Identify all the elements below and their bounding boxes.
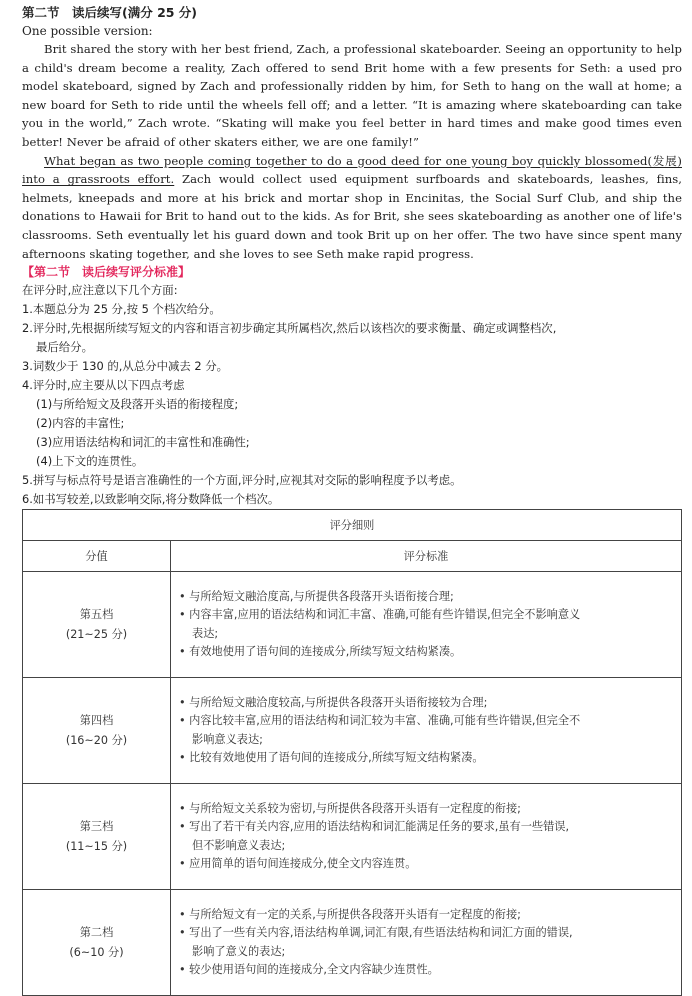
level-cell <box>23 572 171 678</box>
level-cell <box>23 678 171 784</box>
criteria-line: • 内容丰富,应用的语法结构和词汇丰富、准确,可能有些许错误,但完全不影响意义 <box>179 608 581 621</box>
criteria-cell <box>171 678 682 784</box>
criteria-intro: 在评分时,应注意以下几个方面: <box>22 283 178 298</box>
rule-3: 3.词数少于 130 的,从总分中减去 2 分。 <box>22 359 229 374</box>
level-name: 第三档 <box>79 819 114 833</box>
criteria-line: 但不影响意义表达; <box>192 838 286 852</box>
criteria-cell <box>171 572 682 678</box>
rule-4: 4.评分时,应主要从以下四点考虑 <box>22 378 185 393</box>
section-heading: 第二节 读后续写(满分 25 分) <box>22 5 198 20</box>
rule-2: 2.评分时,先根据所续写短文的内容和语言初步确定其所属档次,然后以该档次的要求衡量、确定或调整档次, <box>22 321 557 336</box>
criteria-line: • 与所给短文融洽度较高,与所提供各段落开头语衔接较为合理; <box>179 695 488 709</box>
criteria-header: 【第二节 读后续写评分标准】 <box>22 265 191 280</box>
table-row <box>23 890 682 996</box>
rule-1: 1.本题总分为 25 分,按 5 个档次给分。 <box>22 302 221 317</box>
level-name: 第五档 <box>79 607 114 621</box>
rule-6: 6.如书写较差,以致影响交际,将分数降低一个档次。 <box>22 492 280 507</box>
level-range: (6~10 分) <box>69 945 124 959</box>
table-title: 评分细则 <box>23 510 682 541</box>
table-row <box>23 678 682 784</box>
grading-table <box>22 509 682 996</box>
criteria-line: • 写出了一些有关内容,语法结构单调,词汇有限,有些语法结构和词汇方面的错误, <box>179 926 573 939</box>
level-range: (16~20 分) <box>65 733 128 747</box>
rule-4-sub-2: (2)内容的丰富性; <box>36 416 125 431</box>
level-name: 第四档 <box>79 713 114 727</box>
criteria-line: • 与所给短文融洽度高,与所提供各段落开头语衔接合理; <box>179 589 454 603</box>
column-header-criteria: 评分标准 <box>171 541 682 572</box>
criteria-line: 表达; <box>192 626 219 640</box>
criteria-line: • 应用简单的语句间连接成分,使全文内容连贯。 <box>179 857 417 870</box>
level-cell <box>23 784 171 890</box>
underlined-sentence: What began as two people coming together to do a good deed for one young boy quickly blossomed(发展) into a grassroots effort. <box>22 153 682 187</box>
criteria-line: • 与所给短文有一定的关系,与所提供各段落开头语有一定程度的衔接; <box>179 907 521 921</box>
level-range: (21~25 分) <box>65 627 128 641</box>
table-row <box>23 784 682 890</box>
criteria-line: • 写出了若干有关内容,应用的语法结构和词汇能满足任务的要求,虽有一些错误, <box>179 820 570 833</box>
paragraph-2-rest: Zach would collect used equipment surfboards and skateboards, leashes, fins, helmets, kneepads and more at his brick and mortar shop in Encinitas, the Social Surf Club, and ship the donations to Hawaii for Brit to hand out to the kids. As for Brit, she sees skateboarding as another one of life's classrooms. Seth eventually let his guard down and took Brit up on her offer. The two have since spent many afternoons skating together, and she loves to see Seth make rapid progress. <box>22 172 682 261</box>
rule-4-sub-4: (4)上下文的连贯性。 <box>36 454 144 469</box>
rule-4-sub-1: (1)与所给短文及段落开头语的衔接程度; <box>36 397 239 412</box>
criteria-cell <box>171 890 682 996</box>
essay-paragraph-1: Brit shared the story with her best friend, Zach, a professional skateboarder. Seeing an opportunity to help a child's dream become a reality, Zach offered to send Brit home with a few presents for Seth: a used pro model skateboard, signed by Zach and professionally ridden by him, for Seth to hang on the wall at home; a new board for Seth to ride until the wheels fell off; and a letter. “It is amazing where skateboarding can take you in the world,” Zach wrote. “Skating will make you feel better in hard times and make good times even better! Never be afraid of other skaters either, we are one family!” <box>22 42 682 149</box>
essay-paragraph-2 <box>22 152 682 264</box>
criteria-line: • 比较有效地使用了语句间的连接成分,所续写短文结构紧凑。 <box>179 751 484 764</box>
criteria-line: • 较少使用语句间的连接成分,全文内容缺少连贯性。 <box>179 963 439 976</box>
criteria-line: 影响了意义的表达; <box>192 944 286 958</box>
rule-4-sub-3: (3)应用语法结构和词汇的丰富性和准确性; <box>36 435 250 450</box>
level-cell <box>23 890 171 996</box>
level-name: 第二档 <box>79 925 114 939</box>
version-label: One possible version: <box>22 24 153 38</box>
level-range: (11~15 分) <box>65 839 128 853</box>
criteria-line: • 与所给短文关系较为密切,与所提供各段落开头语有一定程度的衔接; <box>179 801 521 815</box>
criteria-line: • 有效地使用了语句间的连接成分,所续写短文结构紧凑。 <box>179 645 462 658</box>
rule-2-cont: 最后给分。 <box>36 340 93 355</box>
criteria-cell <box>171 784 682 890</box>
column-header-score: 分值 <box>23 541 171 572</box>
criteria-line: 影响意义表达; <box>192 732 263 746</box>
table-row <box>23 572 682 678</box>
criteria-line: • 内容比较丰富,应用的语法结构和词汇较为丰富、准确,可能有些许错误,但完全不 <box>179 714 581 727</box>
rule-5: 5.拼写与标点符号是语言准确性的一个方面,评分时,应视其对交际的影响程度予以考虑。 <box>22 473 462 488</box>
